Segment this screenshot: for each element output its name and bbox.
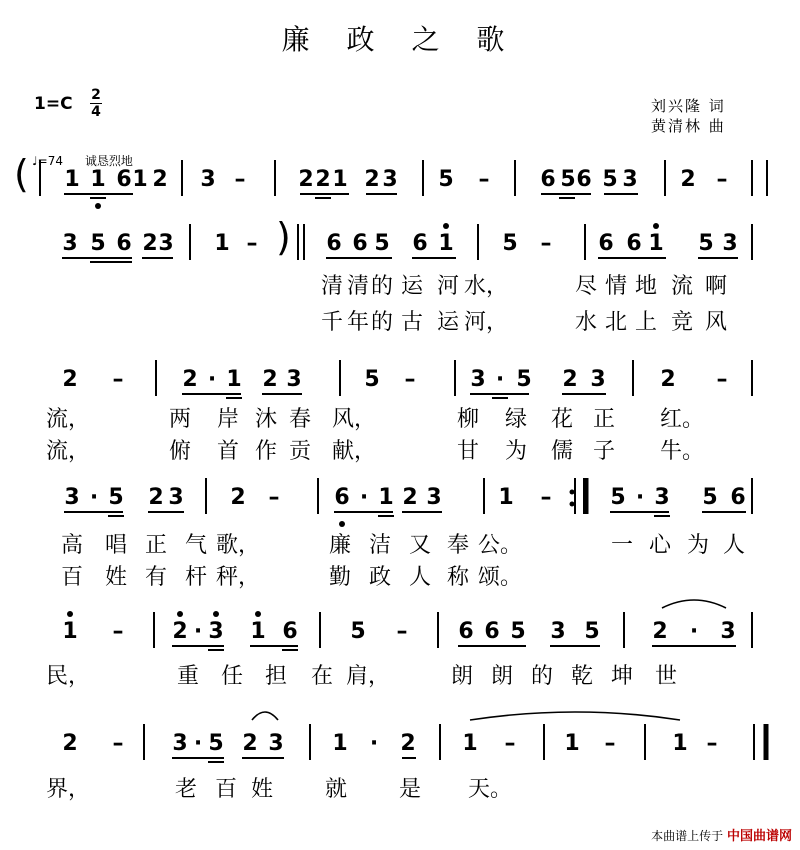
tempo-expression: 诚恳烈地 <box>84 154 133 168</box>
note: 5 <box>502 231 518 256</box>
dash-hold: – <box>604 731 616 756</box>
lyric-char: 唱 <box>104 533 128 558</box>
note: 1 <box>672 731 688 756</box>
note: 1 <box>250 619 266 644</box>
dot-extension: · <box>207 367 217 392</box>
time-signature-top: 2 <box>91 87 101 103</box>
lyric-char: 姓 <box>104 565 128 590</box>
note: 5 <box>208 731 224 756</box>
note: 5 <box>698 231 714 256</box>
note: 1 <box>332 167 348 192</box>
low-octave-dot <box>95 203 101 209</box>
lyric-char: 千 <box>320 310 344 335</box>
lyric-char: 乾 <box>570 664 594 689</box>
note: 1 <box>378 485 394 510</box>
dash-hold: – <box>716 167 728 192</box>
lyric-char: 老 <box>174 777 198 802</box>
lyric-char: 柳 <box>456 407 480 432</box>
note: 2 <box>62 367 78 392</box>
footer <box>651 825 792 844</box>
lyric-char: 担 <box>264 664 288 689</box>
song-title: 廉 政 之 歌 <box>281 23 519 56</box>
lyric-char: 颂。 <box>477 565 523 590</box>
lyric-char: 杆 <box>184 565 208 590</box>
lyric-char: 流， <box>45 439 91 464</box>
note: 1 <box>648 231 664 256</box>
lyric-char: 风 <box>704 310 728 335</box>
lyric-char: 情 <box>604 274 628 299</box>
lyric-char: 奉 <box>446 533 470 558</box>
lyric-char: 运 <box>436 310 460 335</box>
note: 3 <box>200 167 216 192</box>
note: 1 <box>462 731 478 756</box>
note: 6 <box>326 231 342 256</box>
lyric-char: 献， <box>331 439 377 464</box>
lyric-char: 子 <box>592 439 616 464</box>
lyric-char: 牛。 <box>659 439 705 464</box>
note: 2 <box>142 231 158 256</box>
lyric-char: 洁 <box>368 533 392 558</box>
lyric-char: 为 <box>504 439 528 464</box>
note: 5 <box>374 231 390 256</box>
note: 3 <box>208 619 224 644</box>
dash-hold: – <box>404 367 416 392</box>
note: 3 <box>550 619 566 644</box>
note: 2 <box>262 367 278 392</box>
note: 2 <box>562 367 578 392</box>
note: 2 <box>242 731 258 756</box>
lyric-char: 的 <box>370 274 394 299</box>
lyric-char: 政 <box>368 565 392 590</box>
note: 5 <box>108 485 124 510</box>
note: 5 <box>516 367 532 392</box>
note: 3 <box>268 731 284 756</box>
lyric-char: 姓 <box>250 777 274 802</box>
lyric-char: 正 <box>144 533 168 558</box>
note: 5 <box>364 367 380 392</box>
lyric-char: 廉 <box>328 533 352 558</box>
note: 3 <box>382 167 398 192</box>
lyric-char: 是 <box>398 777 422 802</box>
high-octave-dot <box>177 611 183 617</box>
lyric-char: 绿 <box>504 407 528 432</box>
lyric-char: 世 <box>654 664 678 689</box>
note: 3 <box>172 731 188 756</box>
note: 6 <box>730 485 746 510</box>
lyric-char: 甘 <box>456 439 480 464</box>
repeat-dot <box>570 502 575 507</box>
note: 5 <box>702 485 718 510</box>
note: 6 <box>598 231 614 256</box>
dash-hold: – <box>478 167 490 192</box>
note: 2 <box>652 619 668 644</box>
tie-slur <box>470 712 680 720</box>
repeat-parenthesis: ) <box>276 215 291 259</box>
dash-hold: – <box>540 485 552 510</box>
lyric-char: 又 <box>408 533 432 558</box>
lyric-char: 啊 <box>704 274 728 299</box>
note: 6 <box>540 167 556 192</box>
note: 1 <box>62 619 78 644</box>
note: 2 <box>182 367 198 392</box>
high-octave-dot <box>653 223 659 229</box>
repeat-parenthesis: ( <box>14 152 29 196</box>
lyric-char: 任 <box>220 664 244 689</box>
dot-extension: · <box>89 485 99 510</box>
low-octave-dot <box>339 521 345 527</box>
note: 6 <box>334 485 350 510</box>
dot-extension: · <box>193 731 203 756</box>
lyric-char: 界， <box>45 777 91 802</box>
lyric-char: 年 <box>346 310 370 335</box>
lyric-char: 水 <box>574 310 598 335</box>
note: 1 <box>332 731 348 756</box>
lyric-char: 河， <box>463 310 509 335</box>
lyric-char: 河 <box>436 274 460 299</box>
lyric-char: 坤 <box>610 664 634 689</box>
lyric-char: 作 <box>254 439 278 464</box>
note: 1 <box>214 231 230 256</box>
lyric-char: 尽 <box>574 274 598 299</box>
note: 3 <box>720 619 736 644</box>
dash-hold: – <box>716 367 728 392</box>
note: 3 <box>158 231 174 256</box>
note: 2 <box>660 367 676 392</box>
lyric-char: 清 <box>320 274 344 299</box>
high-octave-dot <box>255 611 261 617</box>
note: 3 <box>722 231 738 256</box>
dash-hold: – <box>234 167 246 192</box>
lyric-char: 儒 <box>550 439 574 464</box>
note: 3 <box>622 167 638 192</box>
site-logo: 中国曲谱网 <box>726 829 792 844</box>
lyric-char: 重 <box>176 664 200 689</box>
note: 2 <box>230 485 246 510</box>
lyric-char: 上 <box>634 310 658 335</box>
lyric-char: 朗 <box>450 664 474 689</box>
lyric-char: 百 <box>214 777 238 802</box>
lyric-char: 为 <box>686 533 710 558</box>
high-octave-dot <box>213 611 219 617</box>
note: 5 <box>602 167 618 192</box>
note: 6 <box>352 231 368 256</box>
note: 3 <box>64 485 80 510</box>
lyric-char: 两 <box>168 407 192 432</box>
lyric-char: 称 <box>446 565 470 590</box>
lyric-char: 流， <box>45 407 91 432</box>
dash-hold: – <box>246 231 258 256</box>
dash-hold: – <box>396 619 408 644</box>
note: 6 <box>116 167 132 192</box>
note: 3 <box>426 485 442 510</box>
lyric-char: 有 <box>144 565 168 590</box>
note: 5 <box>610 485 626 510</box>
note: 3 <box>470 367 486 392</box>
lyric-char: 贡 <box>288 439 312 464</box>
dash-hold: – <box>268 485 280 510</box>
dash-hold: – <box>112 731 124 756</box>
note: 3 <box>168 485 184 510</box>
lyric-char: 歌， <box>215 533 261 558</box>
note: 6 <box>116 231 132 256</box>
composer: 黄清林 曲 <box>651 117 726 135</box>
dash-hold: – <box>706 731 718 756</box>
lyric-char: 人 <box>722 533 746 558</box>
lyric-char: 春 <box>288 407 312 432</box>
lyric-char: 勤 <box>328 565 352 590</box>
dash-hold: – <box>112 619 124 644</box>
lyric-char: 运 <box>400 274 424 299</box>
lyric-char: 一 <box>610 533 634 558</box>
lyric-char: 岸 <box>216 407 240 432</box>
lyric-char: 地 <box>634 274 658 299</box>
lyric-char: 俯 <box>168 439 192 464</box>
lyric-char: 首 <box>216 439 240 464</box>
note: 2 <box>62 731 78 756</box>
lyric-char: 秤， <box>215 565 261 590</box>
lyric-char: 的 <box>530 664 554 689</box>
lyric-char: 风， <box>331 407 377 432</box>
lyric-char: 北 <box>604 310 628 335</box>
note: 6 <box>626 231 642 256</box>
note: 6 <box>412 231 428 256</box>
footer-text: 本曲谱上传于 <box>651 829 724 843</box>
note: 6 <box>458 619 474 644</box>
dot-extension: · <box>359 485 369 510</box>
note: 2 <box>148 485 164 510</box>
note: 3 <box>286 367 302 392</box>
note: 1 <box>564 731 580 756</box>
note: 6 <box>576 167 592 192</box>
lyric-char: 天。 <box>467 777 513 802</box>
note: 1 <box>226 367 242 392</box>
dash-hold: – <box>540 231 552 256</box>
lyric-char: 红。 <box>659 407 705 432</box>
lyric-char: 肩， <box>345 664 391 689</box>
high-octave-dot <box>67 611 73 617</box>
dot-extension: · <box>495 367 505 392</box>
note: 2 <box>400 731 416 756</box>
note: 1 <box>438 231 454 256</box>
note: 5 <box>560 167 576 192</box>
dot-extension: · <box>635 485 645 510</box>
lyric-char: 百 <box>60 565 84 590</box>
note: 1 <box>498 485 514 510</box>
note: 2 <box>680 167 696 192</box>
tie-slur <box>662 600 726 608</box>
note: 5 <box>90 231 106 256</box>
note: 2 <box>172 619 188 644</box>
lyric-char: 公。 <box>477 533 523 558</box>
note: 3 <box>62 231 78 256</box>
lyric-char: 的 <box>370 310 394 335</box>
dot-extension: · <box>689 619 699 644</box>
lyric-char: 民， <box>45 664 91 689</box>
lyric-char: 沐 <box>254 407 278 432</box>
lyric-char: 高 <box>60 533 84 558</box>
dot-extension: · <box>193 619 203 644</box>
lyric-char: 花 <box>550 407 574 432</box>
time-signature-bottom: 4 <box>91 104 101 120</box>
note: 1 <box>90 167 106 192</box>
note: 6 <box>484 619 500 644</box>
lyricist: 刘兴隆 词 <box>651 97 726 115</box>
note: 1 <box>64 167 80 192</box>
dot-extension: · <box>369 731 379 756</box>
lyric-char: 水， <box>463 274 509 299</box>
note: 3 <box>590 367 606 392</box>
high-octave-dot <box>443 223 449 229</box>
key-signature: 1=C <box>34 94 73 114</box>
note: 1 <box>132 167 148 192</box>
dash-hold: – <box>112 367 124 392</box>
note: 6 <box>282 619 298 644</box>
note: 2 <box>364 167 380 192</box>
tempo-bpm: ♩=74 <box>32 154 63 168</box>
lyric-char: 清 <box>346 274 370 299</box>
note: 5 <box>510 619 526 644</box>
lyric-char: 气 <box>184 533 208 558</box>
note: 2 <box>298 167 314 192</box>
note: 5 <box>438 167 454 192</box>
lyric-char: 心 <box>648 533 672 558</box>
lyric-char: 朗 <box>490 664 514 689</box>
lyric-char: 在 <box>310 664 334 689</box>
lyric-char: 人 <box>408 565 432 590</box>
repeat-dot <box>570 490 575 495</box>
note: 5 <box>584 619 600 644</box>
lyric-char: 流 <box>670 274 694 299</box>
tie-slur <box>252 712 278 720</box>
lyric-char: 就 <box>324 777 348 802</box>
note: 5 <box>350 619 366 644</box>
lyric-char: 古 <box>400 310 424 335</box>
note: 2 <box>152 167 168 192</box>
lyric-char: 竞 <box>670 310 694 335</box>
note: 3 <box>654 485 670 510</box>
note: 2 <box>315 167 331 192</box>
dash-hold: – <box>504 731 516 756</box>
note: 2 <box>402 485 418 510</box>
lyric-char: 正 <box>592 407 616 432</box>
